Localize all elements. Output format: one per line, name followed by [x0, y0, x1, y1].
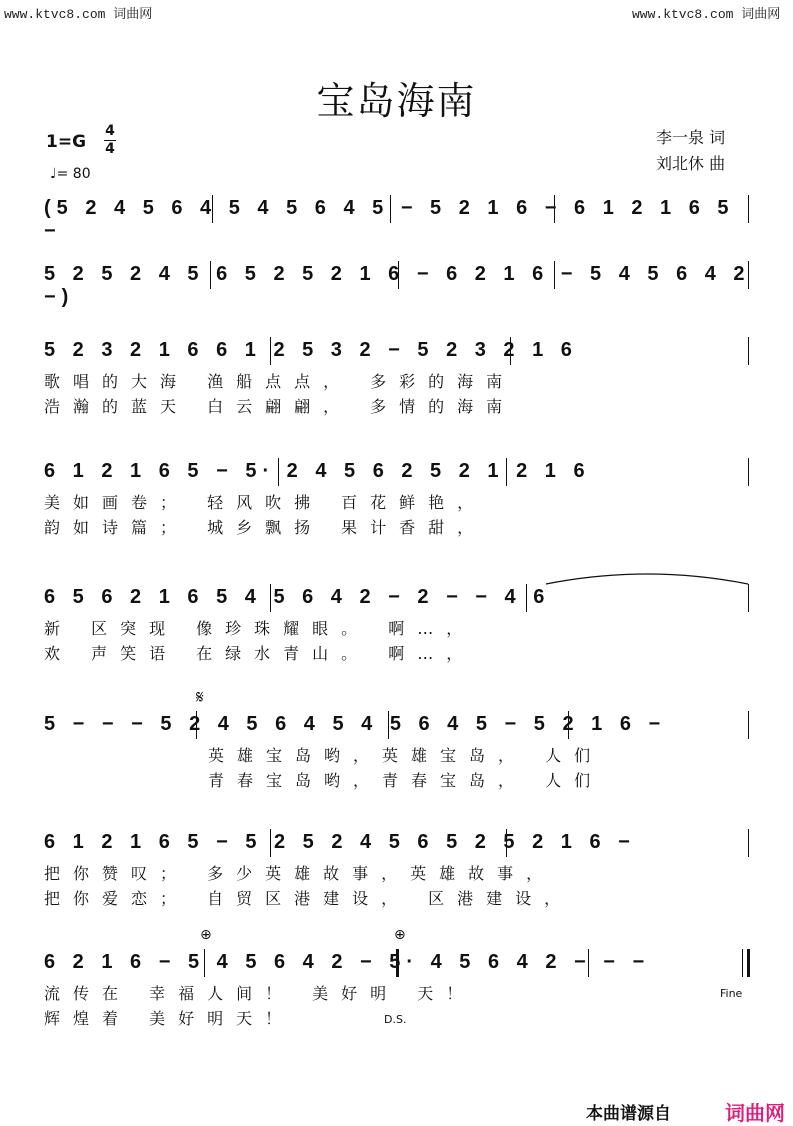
score-line-8 — [44, 927, 756, 1028]
notation: 6 1 2 1 6 5 − 5 2 5 2 4 5 6 5 2 5 2 1 6 − — [44, 831, 636, 853]
time-signature — [104, 124, 116, 157]
barline — [568, 711, 569, 739]
barline — [398, 261, 399, 289]
lyric-verse-1: 新 区突现 像珍珠耀眼。 啊…， — [44, 619, 476, 638]
notation: (5 2 4 5 6 4 5 4 5 6 4 5 − 5 2 1 6 − 6 1 2 1 6 5 − — [44, 197, 735, 242]
notation: 5 − − − 5 2 4 5 6 4 5 4 5 6 4 5 − 5 2 1 6 − — [44, 713, 667, 735]
barline — [270, 584, 271, 612]
barline — [506, 458, 507, 486]
lyric-verse-1: 美如画卷； 轻风吹拂 百花鲜艳， — [44, 493, 487, 512]
barline — [210, 261, 211, 289]
barline — [506, 829, 507, 857]
score-line-7 — [44, 831, 756, 908]
ds-mark: D.S. — [384, 1013, 407, 1026]
lyric-verse-2: 欢 声笑语 在绿水青山。 啊…， — [44, 644, 476, 663]
barline — [196, 711, 197, 739]
barline — [212, 195, 213, 223]
score-line-3 — [44, 339, 756, 416]
score-line-6 — [44, 687, 756, 790]
final-barline-thick — [747, 949, 750, 977]
lyric-verse-1: 把你赞叹； 多少英雄故事，英雄故事， — [44, 864, 556, 883]
lyric-verse-2: 韵如诗篇； 城乡飘扬 果计香甜， — [44, 518, 487, 537]
barline — [390, 195, 391, 223]
notation: 6 1 2 1 6 5 − 5· 2 4 5 6 2 5 2 1 2 1 6 — [44, 460, 591, 482]
tie-arc — [544, 570, 750, 586]
barline — [526, 584, 527, 612]
lyricist: 李一泉 词 — [656, 128, 726, 147]
barline — [748, 458, 749, 486]
lyric-verse-2: 浩瀚的蓝天 白云翩翩， 多情的海南 — [44, 397, 516, 416]
score-line-2 — [44, 263, 756, 325]
watermark-left: www.ktvc8.com 词曲网 — [4, 7, 153, 22]
barline — [748, 584, 749, 612]
barline — [748, 711, 749, 739]
barline — [748, 261, 749, 289]
segno-sign: 𝄋 — [196, 687, 204, 708]
barline — [278, 458, 279, 486]
barline — [588, 949, 589, 977]
fine-mark: Fine — [720, 987, 743, 1000]
barline — [554, 195, 555, 223]
composer: 刘北休 曲 — [656, 154, 726, 173]
barline — [388, 711, 389, 739]
tempo-mark: ♩= 80 — [50, 166, 91, 182]
time-top: 4 — [105, 123, 115, 139]
barline — [748, 829, 749, 857]
barline — [270, 829, 271, 857]
score-line-1 — [44, 197, 756, 259]
coda-sign: ⊕ — [394, 927, 406, 943]
lyric-verse-1: 流传在 幸福人间！ 美好明 天！ — [44, 984, 476, 1003]
barline — [748, 195, 749, 223]
coda-sign: ⊕ — [200, 927, 212, 943]
lyric-verse-2: 把你爱恋； 自贸区港建设， 区港建设， — [44, 889, 574, 908]
barline — [204, 949, 205, 977]
key-signature: 1=G — [46, 132, 87, 152]
final-barline-thin — [742, 949, 743, 977]
notation: 6 2 1 6 − 5 4 5 6 4 2 − 5· 4 5 6 4 2 − − − — [44, 951, 651, 973]
barline — [554, 261, 555, 289]
time-bottom: 4 — [105, 141, 115, 157]
notation: 5 2 3 2 1 6 6 1 2 5 3 2 − 5 2 3 2 1 6 — [44, 339, 578, 361]
lyric-verse-1: 歌唱的大海 渔船点点， 多彩的海南 — [44, 372, 516, 391]
score-line-4 — [44, 460, 756, 537]
lyric-verse-2: 辉煌着 美好明天！ — [44, 1009, 295, 1028]
score-line-5 — [44, 586, 756, 663]
lyric-verse-1: 英雄宝岛哟，英雄宝岛， 人们 — [208, 746, 604, 765]
notation: 6 5 6 2 1 6 5 4 5 6 4 2 − 2 − − 4 6 — [44, 586, 551, 608]
site-logo[interactable]: 词曲网 — [725, 1101, 785, 1125]
watermark-right: www.ktvc8.com 词曲网 — [632, 7, 781, 22]
section-barline — [396, 949, 399, 977]
barline — [270, 337, 271, 365]
source-label: 本曲谱源自 — [586, 1104, 671, 1124]
notation: 5 2 5 2 4 5 6 5 2 5 2 1 6 − 6 2 1 6 − 5 4 5 6 4 2 −) — [44, 263, 751, 308]
lyric-verse-2: 青春宝岛哟，青春宝岛， 人们 — [208, 771, 604, 790]
barline — [510, 337, 511, 365]
barline — [748, 337, 749, 365]
song-title: 宝岛海南 — [316, 79, 477, 123]
